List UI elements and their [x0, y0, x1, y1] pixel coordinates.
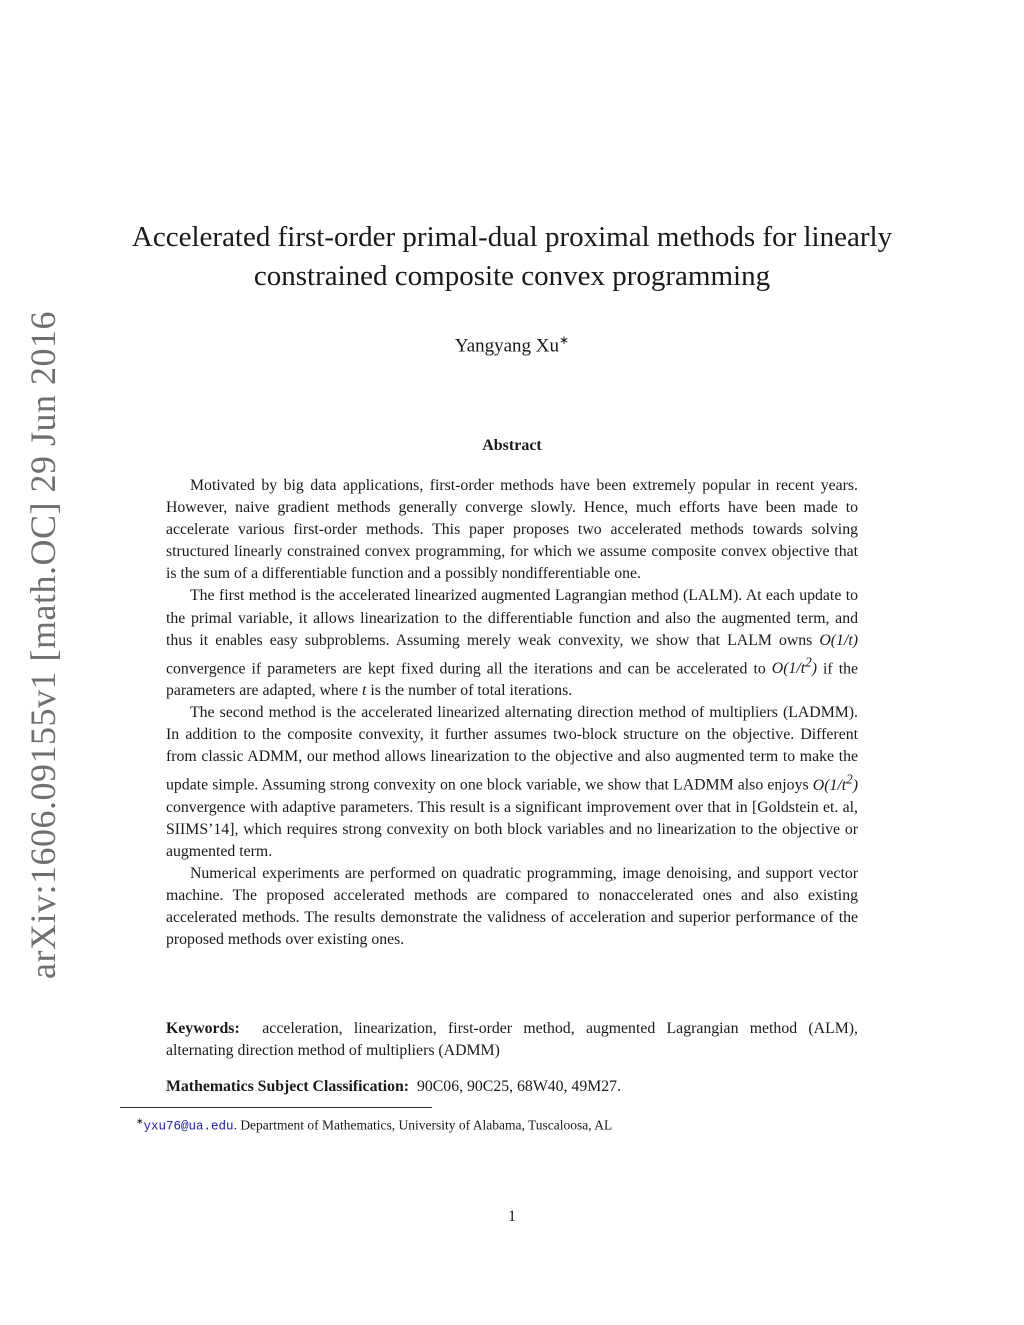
- author-name: Yangyang Xu: [454, 335, 560, 357]
- p2-text-a: The first method is the accelerated linearized augmented Lagrangian method (LALM). At each update to the primal variable, it allows linearization to the differentiable function and also the augmented term, and thus it enables easy subproblems. Assuming merely weak convexity, we show that LALM owns: [166, 587, 858, 649]
- rate-base: O(1/t: [812, 776, 847, 794]
- msc-label: Mathematics Subject Classification:: [166, 1078, 410, 1095]
- footnote-affiliation: . Department of Mathematics, University of Alabama, Tuscaloosa, AL: [233, 1117, 613, 1133]
- footnote: [136, 1112, 896, 1136]
- title-line-2: constrained composite convex programming: [253, 260, 771, 292]
- rate-o-1-over-t2: [771, 654, 817, 678]
- author-footnote-mark: ∗: [559, 333, 570, 347]
- p2-text-b: convergence if parameters are kept fixed during all the iterations and can be accelerated to: [166, 660, 772, 678]
- rate-close: ): [852, 776, 858, 794]
- abstract-paragraph-3: [166, 702, 858, 863]
- abstract-heading: Abstract: [482, 437, 542, 454]
- keywords-label: Keywords:: [166, 1020, 240, 1037]
- abstract-paragraph-1: Motivated by big data applications, first-order methods have been extremely popular in recent years. However, naive gradient methods generally converge slowly. Hence, much efforts have been made to accelerate various first-order methods. This paper proposes two accelerated methods towards solving structured linearly constrained convex programming, for which we assume composite convex objective that is the sum of a differentiable function and a possibly nondifferentiable one.: [166, 477, 858, 583]
- keywords: [166, 1018, 858, 1062]
- footnote-divider: [120, 1107, 432, 1108]
- paper-title: [120, 218, 904, 296]
- p3-text-b: convergence with adaptive parameters. This result is a significant improvement over that in [Goldstein et. al, SIIMS’14], which requires strong convexity on both block variables and no linearization to the objective or augmented term.: [166, 798, 858, 861]
- footnote-mark: ∗: [136, 1116, 144, 1126]
- keywords-text: acceleration, linearization, first-order method, augmented Lagrangian method (ALM), alternating direction method of multipliers (ADMM): [166, 1020, 858, 1060]
- rate-o-1-over-t: O(1/t): [819, 631, 858, 649]
- msc-classification: [166, 1076, 858, 1098]
- variable-t: t: [362, 682, 367, 700]
- p3-text-a: The second method is the accelerated linearized alternating direction method of multipliers (LADMM). In addition to the composite convexity, it further assumes two-block structure on the objective. Different from classic ADMM, our method allows linearization to the objective and also augmented term to make the update simple. Assuming strong convexity on one block variable, we show that LADMM also enjoys: [166, 704, 858, 794]
- rate-o-1-over-t2: [812, 771, 858, 794]
- p2-text-c: if the parameters are adapted, where: [166, 660, 858, 700]
- abstract-body: [166, 475, 858, 952]
- arxiv-identifier-stamp: arXiv:1606.09155v1 [math.OC] 29 Jun 2016: [23, 311, 63, 979]
- page-number: 1: [508, 1208, 516, 1225]
- abstract-paragraph-2: [166, 585, 858, 702]
- p2-text-d: is the number of total iterations.: [366, 682, 573, 700]
- rate-base: O(1/t: [771, 660, 806, 678]
- rate-close: ): [811, 660, 817, 678]
- author: [0, 333, 1024, 357]
- msc-codes: 90C06, 90C25, 68W40, 49M27.: [416, 1078, 622, 1095]
- title-line-1: Accelerated first-order primal-dual proximal methods for linearly: [131, 221, 893, 253]
- author-email-link[interactable]: yxu76@ua.edu: [143, 1119, 234, 1134]
- rate-exponent: 2: [846, 771, 853, 787]
- abstract-paragraph-4: Numerical experiments are performed on quadratic programming, image denoising, and support vector machine. The proposed accelerated methods are compared to nonaccelerated ones and also existing accelerated methods. The results demonstrate the validness of acceleration and superior performance of the proposed methods over existing ones.: [166, 865, 858, 949]
- rate-exponent: 2: [805, 654, 812, 670]
